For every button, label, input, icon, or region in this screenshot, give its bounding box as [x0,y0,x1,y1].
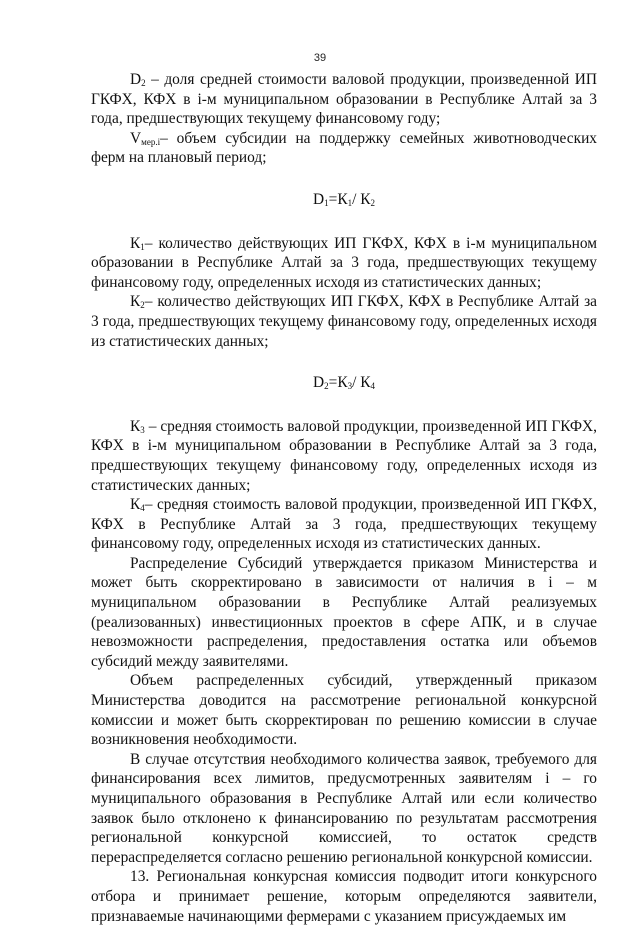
distribution-paragraph: Распределение Субсидий утверждается приказом Министерства и может быть скорректировано в зависимости от наличия в i – м муниципальном образовании в Республике Алтай реализуемых (реализованных) инвестиционных проектов в сфере АПК, и в случае невозможности распределения, предоставления остатка или объемов субсидий между заявителями. [91,554,597,670]
k4-definition: $К_4-$ средняя стоимость валовой продукции, произведенной ИП ГКФХ, КФХ в Республике Алтай за 3 года, предшествующих текущему финансовому году, определенных исходя из статистических данных. [91,496,597,553]
formula-d1: $D_1=К_1/$ $К_2$ [313,190,375,208]
k2-definition: $К_2-$ количество действующих ИП ГКФХ, КФХ в Республике Алтай за 3 года, предшествующих текущему финансовому году, определенных исходя из статистических данных; [91,293,597,350]
item-13-paragraph: 13. Региональная конкурсная комиссия подводит итоги конкурсного отбора и принимает решение, которым определяются заявители, признаваемые начинающими фермерами с указанием присуждаемых им [91,868,597,925]
volume-paragraph: Объем распределенных субсидий, утвержденный приказом Министерства доводится на рассмотрение региональной конкурсной комиссии и может быть скорректирован по решению комиссии в случае возникновения необходимости. [91,672,597,749]
document-body [91,70,597,926]
absence-paragraph: В случае отсутствия необходимого количества заявок, требуемого для финансирования всех лимитов, предусмотренных заявителям i – го муниципального образования в Республике Алтай или если количество заявок было отклонено к финансированию по результатам рассмотрения региональной конкурсной комиссией, то остаток средств перераспределяется согласно решению региональной конкурсной комиссии. [91,750,597,866]
k3-definition: $К_3$ – средняя стоимость валовой продукции, произведенной ИП ГКФХ, КФХ в i-м муниципальном образовании в Республике Алтай за 3 года, предшествующих текущему финансовому году, определенных исходя из статистических данных; [91,417,597,494]
v-definition: $V_{мер.i}-$ объем субсидии на поддержку семейных животноводческих ферм на плановый период; [91,129,597,167]
formula-d2: $D_2=К_3/$ $К_4$ [313,374,375,392]
d2-definition: $D_2$ – доля средней стоимости валовой продукции, произведенной ИП ГКФХ, КФХ в i-м муниципальном образовании в Республике Алтай за 3 года, предшествующих текущему финансовому году; [91,71,597,128]
k1-definition: $К_1-$ количество действующих ИП ГКФХ, КФХ в i-м муниципальном образовании в Республике Алтай за 3 года, предшествующих текущему финансовому году, определенных исходя из статистических данных; [91,234,597,291]
page-number: 39 [313,52,327,64]
